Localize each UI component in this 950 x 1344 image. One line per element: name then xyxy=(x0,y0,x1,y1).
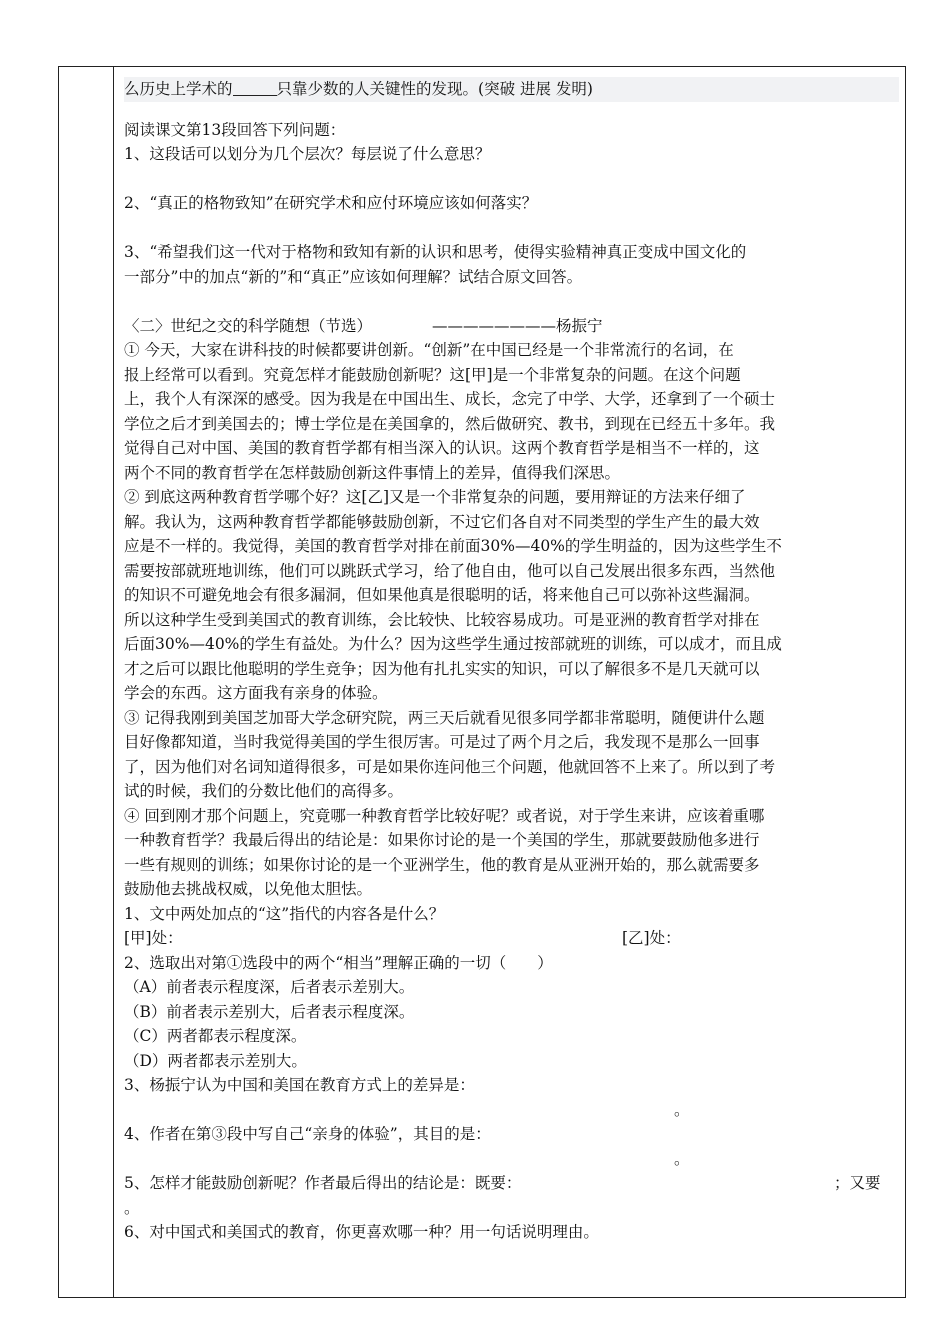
question-3-line-1: 3、“希望我们这一代对于格物和致知有新的认识和思考，使得实验精神真正变成中国文化的 xyxy=(124,243,747,261)
paragraph-2 xyxy=(124,485,899,706)
passage-title: 〈二〉世纪之交的科学随想（节选） xyxy=(124,316,373,335)
answer-period-3: 。 xyxy=(674,1100,690,1119)
paragraph-line: ① 今天，大家在讲科技的时候都要讲创新。“创新”在中国已经是一个非常流行的名词，在 xyxy=(124,341,734,359)
paragraph-3 xyxy=(124,706,899,804)
option-b[interactable]: （B）前者表示差别大，后者表示程度深。 xyxy=(124,1002,415,1021)
paragraph-line: 两个不同的教育哲学在怎样鼓励创新这件事情上的差异，值得我们深思。 xyxy=(124,463,621,482)
paragraph-line: 后面30%—40%的学生有益处。为什么？因为这些学生通过按部就班的训练，可以成才，而且成 xyxy=(124,635,782,653)
content-cell xyxy=(124,77,899,1245)
answer-period-5: 。 xyxy=(124,1198,140,1217)
paragraph-line: 所以这种学生受到美国式的教育训练，会比较快、比较容易成功。可是亚洲的教育哲学对排在 xyxy=(124,610,760,629)
paragraph-line: 应是不一样的。我觉得，美国的教育哲学对排在前面30%—40%的学生明益的，因为这些学生不 xyxy=(124,537,782,555)
exercise-question-3: 3、杨振宁认为中国和美国在教育方式上的差异是： xyxy=(124,1076,475,1094)
paragraph-line: 鼓励他去挑战权威，以免他太胆怯。 xyxy=(124,880,373,898)
exercise-question-4: 4、作者在第③段中写自己“亲身的体验”，其目的是： xyxy=(124,1125,491,1143)
exercise-question-2: 2、选取出对第①选段中的两个“相当”理解正确的一切（ ） xyxy=(124,953,553,972)
paragraph-line: 报上经常可以看到。究竟怎样才能鼓励创新呢？这[甲]是一个非常复杂的问题。在这个问题 xyxy=(124,365,741,384)
section-instruction: 阅读课文第13段回答下列问题： xyxy=(124,120,346,139)
passage-title-line xyxy=(124,314,899,339)
paragraph-line: 解。我认为，这两种教育哲学都能够鼓励创新，不过它们各自对不同类型的学生产生的最大效 xyxy=(124,512,760,531)
paragraph-line: ④ 回到刚才那个问题上，究竟哪一种教育哲学比较好呢？或者说，对于学生来讲，应该着重哪 xyxy=(124,806,765,825)
question-5-text: 5、怎样才能鼓励创新呢？作者最后得出的结论是：既要： xyxy=(124,1174,522,1192)
question-1: 1、这段话可以划分为几个层次？每层说了什么意思？ xyxy=(124,145,491,163)
paragraph-line: 试的时候，我们的分数比他们的高得多。 xyxy=(124,782,404,800)
answer-yi-label: [乙]处： xyxy=(622,929,681,947)
carryover-text-start: 么历史上学术的 xyxy=(124,80,233,98)
paragraph-line: 一种教育哲学？我最后得出的结论是：如果你讨论的是一个美国的学生，那就要鼓励他多进行 xyxy=(124,831,760,849)
paragraph-line: ③ 记得我刚到美国芝加哥大学念研究院，两三天后就看见很多同学都非常聪明，随便讲什么题 xyxy=(124,708,765,727)
paragraph-line: 需要按部就班地训练，他们可以跳跃式学习，给了他自由，他可以自己发展出很多东西，当然他 xyxy=(124,561,776,580)
paragraph-line: 了，因为他们对名词知道得很多，可是如果你连问他三个问题，他就回答不上来了。所以到了考 xyxy=(124,757,776,776)
carryover-line xyxy=(124,77,899,102)
exercise-question-6: 6、对中国式和美国式的教育，你更喜欢哪一种？用一句话说明理由。 xyxy=(124,1223,599,1241)
question-3-line-2: 一部分”中的加点“新的”和“真正”应该如何理解？试结合原文回答。 xyxy=(124,267,583,286)
paragraph-1 xyxy=(124,338,899,485)
question-2: 2、“真正的格物致知”在研究学术和应付环境应该如何落实？ xyxy=(124,194,538,212)
exercise-question-1: 1、文中两处加点的“这”指代的内容各是什么？ xyxy=(124,904,445,923)
left-column-cell xyxy=(59,67,114,1297)
answer-line-1 xyxy=(124,926,899,951)
paragraph-line: 觉得自己对中国、美国的教育哲学都有相当深入的认识。这两个教育哲学是相当不一样的，这 xyxy=(124,439,760,457)
option-c[interactable]: （C）两者都表示程度深。 xyxy=(124,1027,307,1045)
answer-period-4: 。 xyxy=(674,1149,690,1168)
paragraph-line: 目好像都知道，当时我觉得美国的学生很厉害。可是过了两个月之后，我发现不是那么一回事 xyxy=(124,733,760,751)
paragraph-line: 上，我个人有深深的感受。因为我是在中国出生、成长，念完了中学、大学，还拿到了一个硕士 xyxy=(124,390,776,408)
fill-blank[interactable] xyxy=(233,79,277,96)
paragraph-4 xyxy=(124,804,899,902)
paragraph-line: 的知识不可避免地会有很多漏洞，但如果他真是很聪明的话，将来他自己可以弥补这些漏洞。 xyxy=(124,586,760,604)
option-a[interactable]: （A）前者表示程度深，后者表示差别大。 xyxy=(124,978,415,996)
passage-author: ————————杨振宁 xyxy=(432,316,603,335)
option-d[interactable]: （D）两者都表示差别大。 xyxy=(124,1051,307,1070)
paragraph-line: ② 到底这两种教育哲学哪个好？这[乙]又是一个非常复杂的问题，要用辩证的方法来仔细了 xyxy=(124,488,746,506)
answer-jia-label: [甲]处： xyxy=(124,929,183,947)
exercise-question-5 xyxy=(124,1171,899,1196)
question-5-text-end: ；又要 xyxy=(834,1174,881,1192)
carryover-text-end: 只靠少数的人关键性的发现。(突破 进展 发明) xyxy=(276,80,593,98)
paragraph-line: 才之后可以跟比他聪明的学生竞争；因为他有扎扎实实的知识，可以了解很多不是几天就可以 xyxy=(124,659,760,678)
paragraph-line: 一些有规则的训练；如果你讨论的是一个亚洲学生，他的教育是从亚洲开始的，那么就需要多 xyxy=(124,855,760,874)
paragraph-line: 学会的东西。这方面我有亲身的体验。 xyxy=(124,684,388,702)
paragraph-line: 学位之后才到美国去的；博士学位是在美国拿的，然后做研究、教书，到现在已经五十多年。我 xyxy=(124,414,776,433)
worksheet-table xyxy=(58,66,906,1298)
